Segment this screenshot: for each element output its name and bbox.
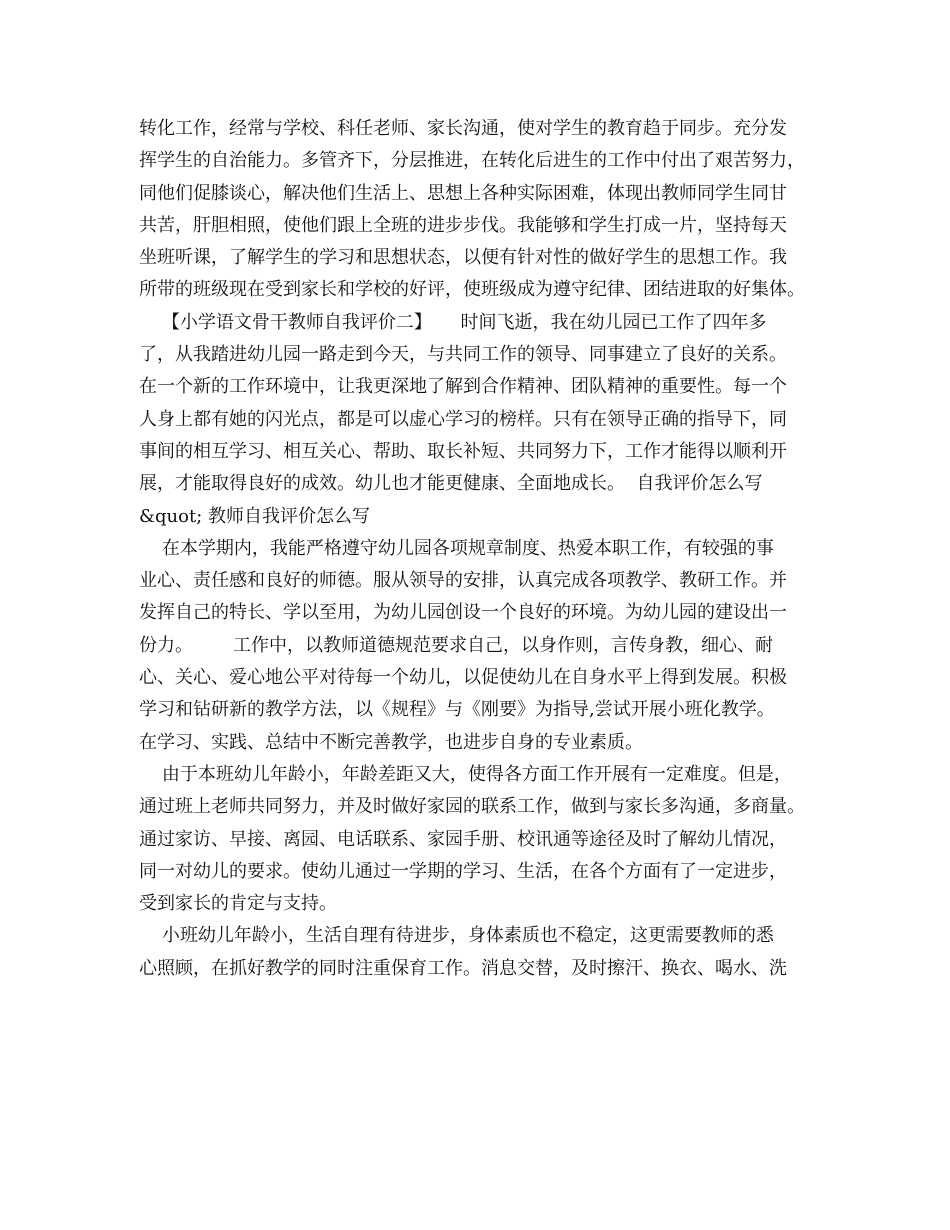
text-line: 通过班上老师共同努力，并及时做好家园的联系工作，做到与家长多沟通，多商量。 [139,796,805,818]
text-line: 通过家访、早接、离园、电话联系、家园手册、校讯通等途径及时了解幼儿情况， [139,828,787,850]
text-line: 学习和钻研新的教学方法，以《规程》与《刚要》为指导,尝试开展小班化教学。 [139,699,775,721]
text-line: 受到家长的肯定与支持。 [139,893,337,915]
text-line: 所带的班级现在受到家长和学校的好评，使班级成为遵守纪律、团结进取的好集体。 [139,279,805,301]
text-line: 业心、责任感和良好的师德。服从领导的安排，认真完成各项教学、教研工作。并 [139,570,787,592]
text-line: 展，才能取得良好的成效。幼儿也才能更健康、全面地成长。 自我评价怎么写 [139,473,763,495]
text-line: 心照顾，在抓好教学的同时注重保育工作。消息交替，及时擦汗、换衣、喝水、洗 [139,957,787,979]
text-line: 了，从我踏进幼儿园一路走到今天，与共同工作的领导、同事建立了良好的关系。 [139,344,787,366]
text-line: 在本学期内，我能严格遵守幼儿园各项规章制度、热爱本职工作，有较强的事 [139,537,774,559]
text-line: 小班幼儿年龄小，生活自理有待进步，身体素质也不稳定，这更需要教师的悉 [139,925,774,947]
text-line: 共苦，肝胆相照，使他们跟上全班的进步步伐。我能够和学生打成一片，坚持每天 [139,214,787,236]
text-line: 事间的相互学习、相互关心、帮助、取长补短、共同努力下，工作才能得以顺利开 [139,440,787,462]
text-line: 挥学生的自治能力。多管齐下，分层推进，在转化后进生的工作中付出了艰苦努力， [139,150,805,172]
text-line: 同他们促膝谈心，解决他们生活上、思想上各种实际困难，体现出教师同学生同甘 [139,182,787,204]
document-body [139,113,839,985]
text-line: 份力。 工作中，以教师道德规范要求自己，以身作则，言传身教，细心、耐 [139,634,774,656]
text-line: 同一对幼儿的要求。使幼儿通过一学期的学习、生活，在各个方面有了一定进步， [139,860,787,882]
text-line: 在一个新的工作环境中，让我更深地了解到合作精神、团队精神的重要性。每一个 [139,376,787,398]
text-line: 人身上都有她的闪光点，都是可以虚心学习的榜样。只有在领导正确的指导下，同 [139,408,787,430]
text-line: 坐班听课，了解学生的学习和思想状态，以便有针对性的做好学生的思想工作。我 [139,247,787,269]
text-line: 心、关心、爱心地公平对待每一个幼儿，以促使幼儿在自身水平上得到发展。积极 [139,667,787,689]
text-line: 发挥自己的特长、学以至用，为幼儿园创设一个良好的环境。为幼儿园的建设出一 [139,602,787,624]
text-line: 由于本班幼儿年龄小，年龄差距又大，使得各方面工作开展有一定难度。但是， [139,763,792,785]
text-line: &quot; 教师自我评价怎么写 [139,505,370,527]
section-heading-line: 【小学语文骨干教师自我评价二】 时间飞逝，我在幼儿园已工作了四年多 [139,311,767,333]
text-line: 转化工作，经常与学校、科任老师、家长沟通，使对学生的教育趋于同步。充分发 [139,118,787,139]
text-line: 在学习、实践、总结中不断完善教学，也进步自身的专业素质。 [139,731,643,753]
